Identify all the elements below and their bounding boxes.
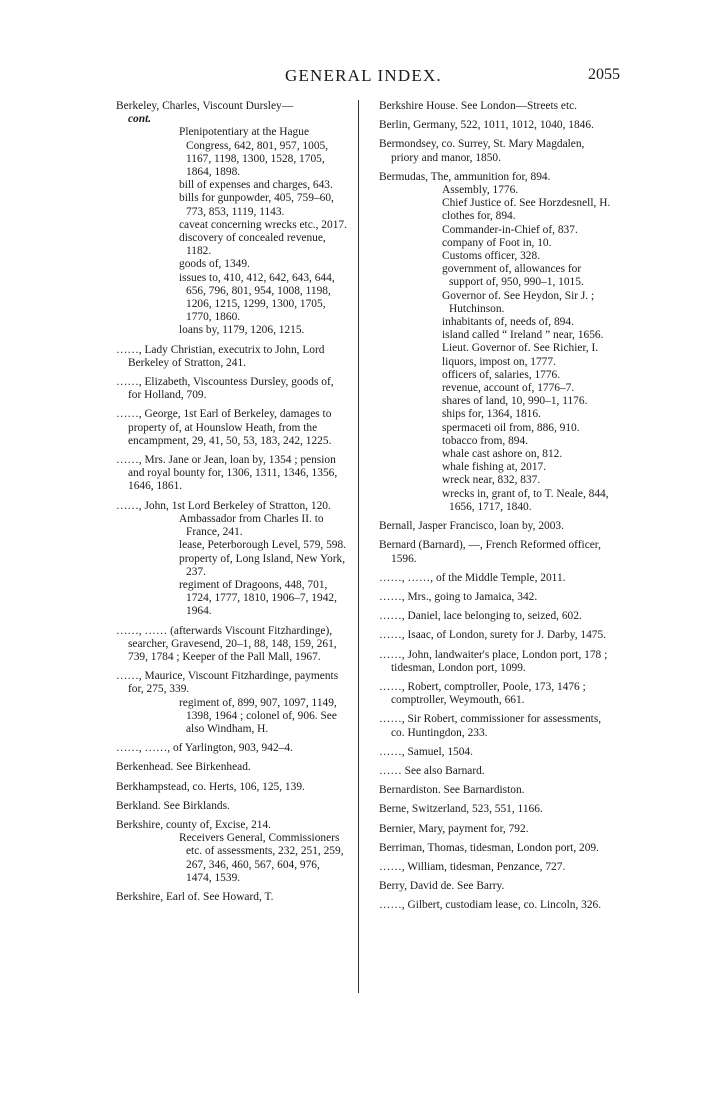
entry-heading: ……, William, tidesman, Penzance, 727. (379, 860, 566, 873)
index-entry (116, 819, 348, 885)
entry-subheading: whale fishing at, 2017. (442, 461, 547, 474)
entry-subheading: ships for, 1364, 1816. (442, 408, 541, 421)
index-entry (116, 891, 348, 904)
entry-heading: Berry, David de. See Barry. (379, 880, 505, 893)
index-entry (379, 138, 615, 164)
entry-heading: ……, Robert, comptroller, Poole, 173, 1476 ; comptroller, Weymouth, 661. (379, 680, 586, 707)
entry-subheading: inhabitants of, needs of, 894. (442, 316, 574, 329)
entry-heading: ……, Mrs., going to Jamaica, 342. (379, 590, 538, 603)
entry-heading: ……, Mrs. Jane or Jean, loan by, 1354 ; pension and royal bounty for, 1306, 1311, 1346, 1356, 1646, 1861. (116, 454, 338, 493)
index-entry (379, 171, 615, 514)
entry-subheading: island called “ Ireland ” near, 1656. (442, 329, 604, 342)
index-entry (116, 781, 348, 794)
entry-subheading: Governor of. See Heydon, Sir J. ; Hutchinson. (442, 289, 595, 315)
entry-subheading: loans by, 1179, 1206, 1215. (179, 324, 305, 337)
index-entry (379, 803, 615, 816)
index-entry (116, 761, 348, 774)
index-entry (379, 681, 615, 707)
entry-heading: Bermondsey, co. Surrey, St. Mary Magdalen, priory and manor, 1850. (379, 138, 585, 164)
entry-heading: ……, Daniel, lace belonging to, seized, 602. (379, 610, 582, 623)
entry-subheading: caveat concerning wrecks etc., 2017. (179, 218, 347, 231)
entry-heading: ……, Sir Robert, commissioner for assessments, co. Huntingdon, 233. (379, 713, 602, 739)
index-entry (116, 800, 348, 813)
entry-subheading: Customs officer, 328. (442, 250, 541, 263)
right-column (379, 100, 615, 919)
entry-subheading: liquors, impost on, 1777. (442, 355, 556, 368)
entry-heading: ……, Isaac, of London, surety for J. Darby, 1475. (379, 629, 607, 642)
entry-subheading: regiment of, 899, 907, 1097, 1149, 1398, 1964 ; colonel of, 906. See also Windham, H. (179, 696, 337, 735)
index-entry (379, 899, 615, 912)
entry-subheading: officers of, salaries, 1776. (442, 368, 561, 381)
index-entry (379, 649, 615, 675)
index-entry (379, 119, 615, 132)
entry-subheading: Ambassador from Charles II. to France, 241. (179, 512, 324, 539)
entry-subheading: property of, Long Island, New York, 237. (179, 552, 346, 578)
entry-heading: Berkshire, county of, Excise, 214. (116, 818, 272, 831)
index-entry (116, 376, 348, 402)
entry-heading: Bernier, Mary, payment for, 792. (379, 822, 529, 835)
index-entry (116, 408, 348, 448)
entry-heading: Bernard (Barnard), —, French Reformed officer, 1596. (379, 539, 601, 565)
index-entry (379, 765, 615, 778)
index-entry (116, 454, 348, 494)
entry-subheading: Receivers General, Commissioners etc. of assessments, 232, 251, 259, 267, 346, 460, 567, 604, 976, 1474, 1539. (179, 832, 344, 884)
index-entry (116, 625, 348, 665)
entry-heading: ……, ……, of the Middle Temple, 2011. (379, 571, 566, 584)
entry-subheading: shares of land, 10, 990–1, 1176. (442, 395, 588, 408)
entry-subheading: Chief Justice of. See Horzdesnell, H. (442, 197, 611, 210)
entry-subheading: bills for gunpowder, 405, 759–60, 773, 853, 1119, 1143. (179, 192, 334, 218)
index-entry (116, 500, 348, 619)
index-entry (116, 344, 348, 370)
entry-heading: ……, Samuel, 1504. (379, 745, 473, 758)
entry-continued-label: cont. (128, 113, 152, 126)
entry-subheading: clothes for, 894. (442, 210, 516, 223)
entry-heading: Berne, Switzerland, 523, 551, 1166. (379, 803, 543, 816)
entry-heading: ……, ……, of Yarlington, 903, 942–4. (116, 742, 293, 755)
entry-subheading: goods of, 1349. (179, 258, 250, 271)
index-entry (379, 100, 615, 113)
entry-heading: Berkshire, Earl of. See Howard, T. (116, 890, 274, 903)
index-entry (379, 880, 615, 893)
entry-subheading: Commander-in-Chief of, 837. (442, 223, 578, 236)
entry-heading: ……, Lady Christian, executrix to John, Lord Berkeley of Stratton, 241. (116, 343, 325, 369)
entry-subheading: bill of expenses and charges, 643. (179, 179, 333, 192)
entry-heading: ……, Gilbert, custodiam lease, co. Lincoln, 326. (379, 899, 602, 912)
column-divider (358, 100, 359, 993)
entry-subheading: Lieut. Governor of. See Richier, I. (442, 342, 599, 355)
index-entry (379, 520, 615, 533)
entry-heading: Berlin, Germany, 522, 1011, 1012, 1040, 1846. (379, 119, 594, 132)
entry-heading: Berriman, Thomas, tidesman, London port, 209. (379, 841, 599, 854)
index-entry (116, 742, 348, 755)
entry-subheading: tobacco from, 894. (442, 434, 529, 447)
index-entry (379, 861, 615, 874)
index-entry (116, 670, 348, 736)
entry-subheading: lease, Peterborough Level, 579, 598. (179, 539, 347, 552)
entry-subheading: whale cast ashore on, 812. (442, 448, 563, 461)
entry-heading: ……, George, 1st Earl of Berkeley, damages to property of, at Hounslow Heath, from the encampment, 29, 41, 50, 53, 183, 242, 1225. (116, 408, 332, 447)
entry-subheading: regiment of Dragoons, 448, 701, 1724, 1777, 1810, 1906–7, 1942, 1964. (179, 578, 337, 618)
entry-heading: Berkhampstead, co. Herts, 106, 125, 139. (116, 780, 305, 793)
entry-heading: Berkeley, Charles, Viscount Dursley— (116, 100, 294, 112)
entry-subheading: Assembly, 1776. (442, 184, 519, 197)
entry-heading: Berkenhead. See Birkenhead. (116, 761, 251, 774)
entry-heading: ……, John, landwaiter's place, London port, 178 ; tidesman, London port, 1099. (379, 648, 608, 674)
index-entry (379, 591, 615, 604)
entry-subheading: discovery of concealed revenue, 1182. (179, 232, 326, 258)
index-entry (379, 610, 615, 623)
entry-heading: Berkland. See Birklands. (116, 799, 230, 812)
entry-subheading: company of Foot in, 10. (442, 236, 552, 249)
index-entry (379, 842, 615, 855)
entry-heading: ……, …… (afterwards Viscount Fitzhardinge), searcher, Gravesend, 20–1, 88, 148, 159, 261, 739, 1784 ; Keeper of the Pall Mall, 1967. (116, 624, 337, 663)
entry-subheading: wreck near, 832, 837. (442, 474, 541, 487)
index-entry (379, 572, 615, 585)
entry-subheading: wrecks in, grant of, to T. Neale, 844, 1656, 1717, 1840. (442, 487, 609, 513)
entry-heading: ……, Elizabeth, Viscountess Dursley, goods of, for Holland, 709. (116, 376, 334, 402)
entry-heading: Berkshire House. See London—Streets etc. (379, 100, 578, 112)
index-entry (379, 629, 615, 642)
index-entry (379, 746, 615, 759)
entry-heading: …… See also Barnard. (379, 764, 485, 777)
entry-heading: ……, Maurice, Viscount Fitzhardinge, payments for, 275, 339. (116, 670, 339, 696)
entry-heading: ……, John, 1st Lord Berkeley of Stratton, 120. (116, 499, 331, 512)
index-entry (379, 784, 615, 797)
index-entry (116, 100, 348, 338)
entry-heading: Bernardiston. See Barnardiston. (379, 784, 525, 797)
entry-heading: Bermudas, The, ammunition for, 894. (379, 170, 551, 183)
page-number: 2055 (588, 66, 620, 83)
left-column (116, 100, 348, 910)
index-entry (379, 823, 615, 836)
index-entry (379, 539, 615, 565)
page-title: GENERAL INDEX. (285, 66, 442, 85)
entry-subheading: issues to, 410, 412, 642, 643, 644, 656, 796, 801, 954, 1008, 1198, 1206, 1215, 1299, 1300, 1705, 1770, 1860. (179, 271, 335, 324)
entry-subheading: spermaceti oil from, 886, 910. (442, 421, 580, 434)
entry-subheading: revenue, account of, 1776–7. (442, 382, 575, 395)
index-entry (379, 713, 615, 739)
entry-subheading: Plenipotentiary at the Hague Congress, 642, 801, 957, 1005, 1167, 1198, 1300, 1528, 1705, 1864, 1898. (179, 126, 329, 179)
page-header (0, 66, 722, 90)
entry-heading: Bernall, Jasper Francisco, loan by, 2003. (379, 520, 564, 533)
entry-subheading: government of, allowances for support of, 950, 990–1, 1015. (442, 263, 584, 289)
